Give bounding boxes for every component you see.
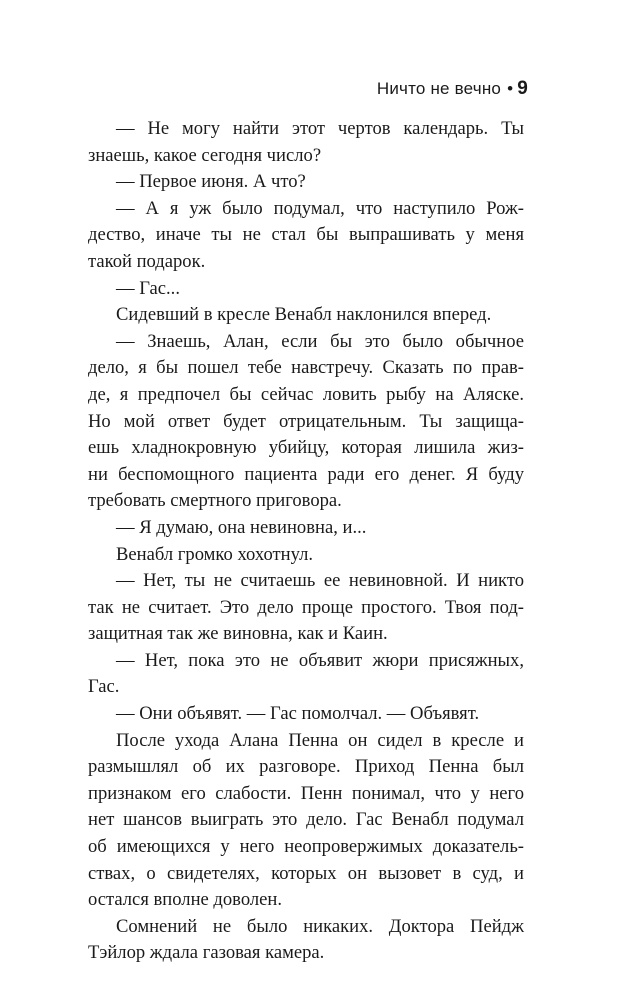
text-line: знаешь, какое сегодня число? — [88, 144, 322, 166]
text-line: дело, я бы пошел тебе навстречу. Сказать по прав- — [88, 357, 524, 379]
page-number: 9 — [517, 78, 528, 99]
text-line: — Знаешь, Алан, если бы это было обычное — [116, 330, 524, 352]
text-line: такой подарок. — [88, 250, 206, 272]
text-line: ни беспомощного пациента ради его денег. Я буду — [88, 463, 524, 485]
text-line: — Нет, пока это не объявит жюри присяжных, — [116, 649, 524, 671]
text-line: — Гас... — [116, 277, 180, 299]
text-line: нет шансов выиграть это дело. Гас Венабл подумал — [88, 809, 524, 831]
running-header — [377, 78, 528, 100]
text-line: дество, иначе ты не стал бы выпрашивать у меня — [88, 224, 524, 246]
text-line: — Первое июня. А что? — [116, 171, 306, 193]
bullet-separator: • — [507, 79, 514, 98]
text-line: После ухода Алана Пенна он сидел в кресле и — [116, 729, 524, 751]
text-line: Гас. — [88, 676, 120, 698]
text-line: — Нет, ты не считаешь ее невиновной. И никто — [116, 570, 524, 592]
text-line: Сомнений не было никаких. Доктора Пейдж — [116, 915, 524, 937]
text-line: требовать смертного приговора. — [88, 490, 342, 512]
text-line: остался вполне доволен. — [88, 889, 283, 911]
text-line: Тэйлор ждала газовая камера. — [88, 942, 325, 964]
text-line: размышлял об их разговоре. Приход Пенна был — [88, 756, 524, 778]
text-line: Венабл громко хохотнул. — [116, 543, 313, 565]
text-line: ешь хладнокровную убийцу, которая лишила жиз- — [88, 437, 524, 459]
text-line: — Они объявят. — Гас помолчал. — Объявят. — [116, 703, 480, 725]
book-title: Ничто не вечно — [376, 79, 502, 98]
text-line: защитная так же виновна, как и Каин. — [88, 623, 388, 645]
text-line: об имеющихся у него неопровержимых доказатель- — [88, 836, 524, 858]
body-text — [88, 116, 524, 967]
text-line: — А я уж было подумал, что наступило Рож- — [116, 197, 524, 219]
text-line: — Не могу найти этот чертов календарь. Ты — [116, 118, 524, 139]
text-line: Но мой ответ будет отрицательным. Ты защища- — [88, 410, 524, 432]
text-line: ствах, о свидетелях, которых он вызовет в суд, и — [88, 862, 524, 884]
text-line: признаком его слабости. Пенн понимал, что у него — [88, 782, 524, 804]
text-line: Сидевший в кресле Венабл наклонился вперед. — [116, 304, 492, 326]
text-line: — Я думаю, она невиновна, и... — [116, 516, 367, 538]
text-line: так не считает. Это дело проще простого. Твоя под- — [88, 596, 524, 618]
text-line: де, я предпочел бы сейчас ловить рыбу на Аляске. — [88, 383, 524, 405]
